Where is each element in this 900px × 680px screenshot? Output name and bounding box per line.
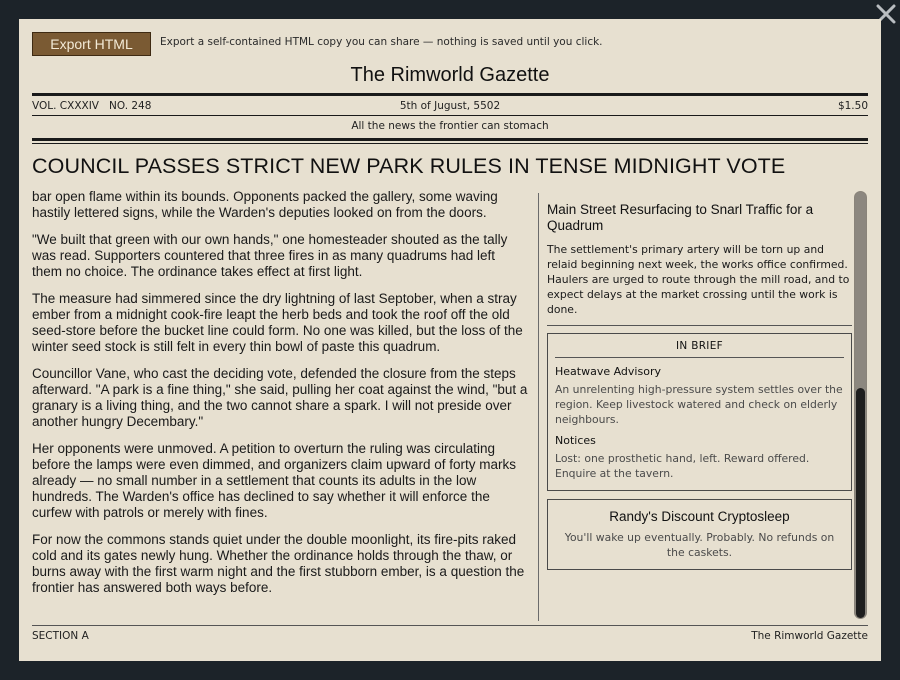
article-paragraph: bar open flame within its bounds. Opponents packed the gallery, some waving hastily lettered signs, while the Warden's deputies looked on from the doors.	[32, 189, 498, 220]
tagline: All the news the frontier can stomach	[351, 120, 549, 132]
brief-item-text: An unrelenting high-pressure system settles over the region. Keep livestock watered and check on elderly neighbours.	[555, 383, 843, 426]
meta-rule	[32, 115, 868, 116]
article-body	[32, 189, 528, 623]
article-paragraph: Her opponents were unmoved. A petition to overturn the ruling was circulating before the lamps were even dimmed, and organizers claim upward of forty marks already — no small number in a settlement that counts its adults in the low hundreds. The Warden's office has declined to say whether it will enforce the curfew with patrols or merely with fines.	[32, 441, 516, 520]
in-brief-box	[547, 333, 852, 491]
export-note: Export a self-contained HTML copy you can share — nothing is saved until you click.	[160, 36, 603, 48]
masthead-rule-bottom-1	[32, 138, 868, 141]
headline: COUNCIL PASSES STRICT NEW PARK RULES IN TENSE MIDNIGHT VOTE	[32, 154, 786, 178]
article-paragraph: Councillor Vane, who cast the deciding vote, defended the closure from the steps afterward. "A park is a fine thing," she said, pulling her coat against the wind, "but a granary is a living thing, and the two cannot share a spark. I will not preside over another hungry Decembary."	[32, 366, 528, 429]
masthead-rule-bottom-2	[32, 143, 868, 144]
masthead-title: The Rimworld Gazette	[350, 64, 550, 86]
export-html-button[interactable]: Export HTML	[32, 32, 151, 56]
ad-text: You'll wake up eventually. Probably. No refunds on the caskets.	[564, 531, 835, 559]
footer-rule	[32, 625, 868, 626]
volume: VOL. CXXXIV	[32, 100, 99, 112]
issue-date: 5th of Jugust, 5502	[399, 100, 501, 112]
issue-price: $1.50	[837, 100, 868, 112]
sidebar-rule	[547, 325, 852, 326]
issue-number: NO. 248	[109, 100, 152, 112]
gazette-page	[19, 19, 881, 661]
brief-item-title: Heatwave Advisory	[555, 365, 661, 378]
in-brief-heading: IN BRIEF	[555, 338, 844, 358]
masthead-rule-top	[32, 93, 868, 96]
ad-title: Randy's Discount Cryptosleep	[609, 509, 790, 524]
sidebar-story-title: Main Street Resurfacing to Snarl Traffic for a Quadrum	[547, 202, 814, 233]
brief-item-title: Notices	[555, 434, 596, 447]
article-paragraph: "We built that green with our own hands," one homesteader shouted as the tally was read. Supporters countered that three fires in as many quadrums had left them no choice. The ordinance takes effect at first light.	[32, 232, 508, 279]
footer-section: SECTION A	[32, 630, 89, 642]
sidebar-scrollbar[interactable]	[854, 191, 867, 619]
sidebar	[547, 193, 852, 570]
sidebar-story-body: The settlement's primary artery will be torn up and relaid beginning next week, the works office confirmed. Haulers are urged to route through the mill road, and to expect delays at the market crossing until the work is done.	[547, 243, 850, 316]
article-paragraph: The measure had simmered since the dry lightning of last Septober, when a stray ember from a midnight cook-fire leapt the herb beds and took the roof off the old seed-store before the bucket line could form. No one was killed, but the loss of the winter seed stock is still felt in every thin bowl of paste this quadrum.	[32, 291, 523, 354]
article-paragraph: For now the commons stands quiet under the double moonlight, its fire-pits raked cold and its gates newly hung. Whether the ordinance holds through the thaw, or burns away with the first warm night and the first stubborn ember, is a question the frontier has answered both ways before.	[32, 532, 525, 595]
advertisement-box	[547, 499, 852, 570]
brief-item-text: Lost: one prosthetic hand, left. Reward offered. Enquire at the tavern.	[555, 452, 810, 480]
column-divider	[538, 193, 539, 621]
scrollbar-thumb[interactable]	[856, 388, 865, 618]
footer-paper-name: The Rimworld Gazette	[751, 630, 868, 642]
